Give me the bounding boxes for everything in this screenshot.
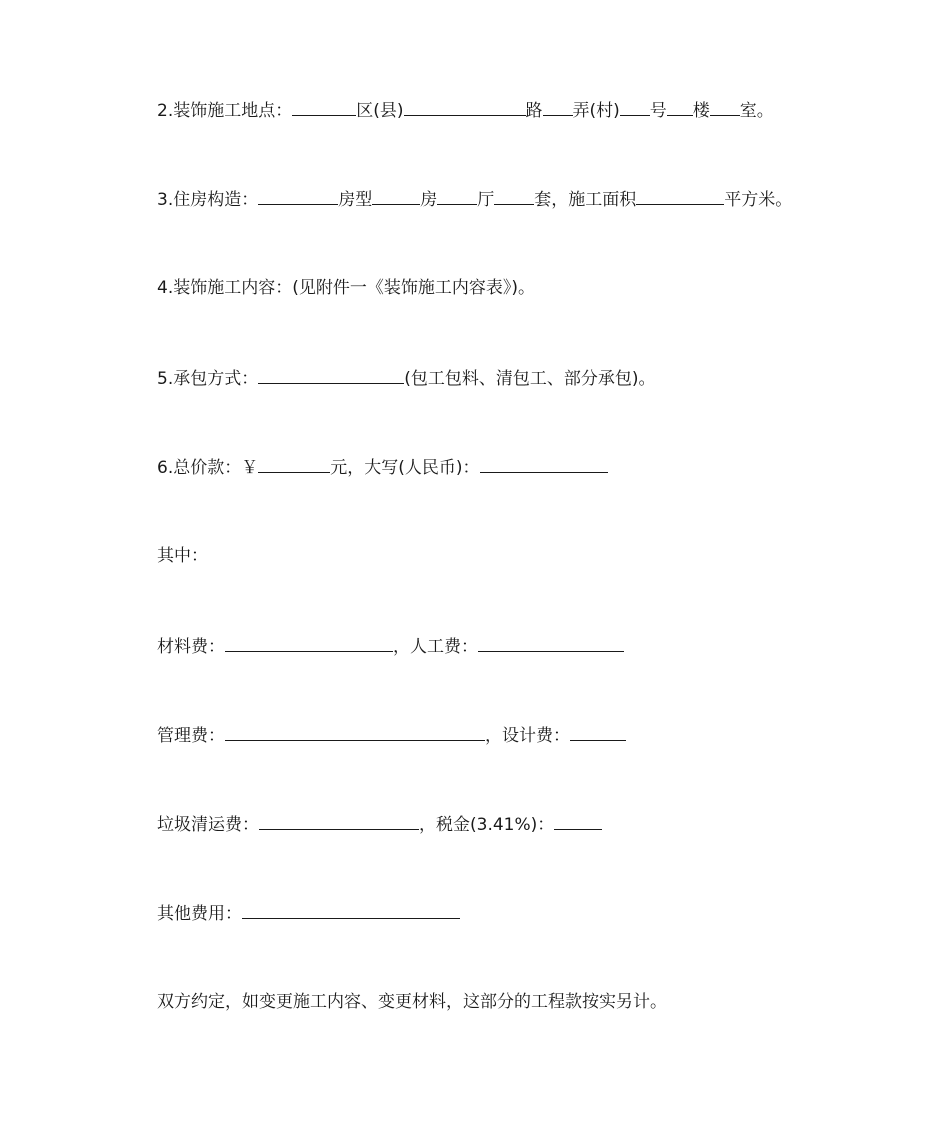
- area-unit-text: 平方米。: [724, 190, 793, 210]
- breakdown-heading: [157, 544, 208, 568]
- breakdown-heading-text: 其中：: [157, 546, 208, 566]
- lane-blank[interactable]: [543, 98, 573, 116]
- tax-label: ，税金(3.41%)：: [419, 815, 555, 835]
- garbage-tax-line: [157, 812, 602, 837]
- material-labor-line: [157, 634, 624, 659]
- road-blank[interactable]: [404, 98, 526, 116]
- total-price-uppercase-blank[interactable]: [480, 455, 608, 473]
- number-blank[interactable]: [620, 98, 650, 116]
- other-fees-blank[interactable]: [242, 901, 460, 919]
- construction-location-line: [157, 98, 774, 123]
- rooms-text: 房: [420, 190, 438, 210]
- construction-content-line: [157, 276, 535, 300]
- total-price-line: [157, 455, 608, 480]
- garbage-fee-label: 垃圾清运费：: [157, 815, 259, 835]
- halls-text: 厅: [477, 190, 495, 210]
- sets-text: 套，施工面积: [534, 190, 637, 210]
- lane-text: 弄(村): [572, 101, 620, 121]
- garbage-fee-blank[interactable]: [259, 812, 419, 830]
- housing-structure-label: 3.住房构造：: [157, 190, 259, 210]
- rooms-blank[interactable]: [372, 187, 420, 205]
- room-text: 室。: [739, 101, 774, 121]
- contract-method-options: (包工包料、清包工、部分承包)。: [404, 369, 656, 389]
- agreement-text: 双方约定，如变更施工内容、变更材料，这部分的工程款按实另计。: [157, 992, 667, 1012]
- material-fee-label: 材料费：: [157, 637, 225, 657]
- management-design-line: [157, 723, 626, 748]
- district-text: 区(县): [356, 101, 404, 121]
- room-blank[interactable]: [710, 98, 740, 116]
- total-price-blank[interactable]: [258, 455, 330, 473]
- contract-method-blank[interactable]: [258, 366, 404, 384]
- area-blank[interactable]: [636, 187, 724, 205]
- total-price-yuan-text: 元，大写(人民币)：: [330, 458, 480, 478]
- sets-blank[interactable]: [494, 187, 534, 205]
- labor-fee-label: ，人工费：: [393, 637, 478, 657]
- district-blank[interactable]: [292, 98, 356, 116]
- road-text: 路: [525, 101, 543, 121]
- construction-content-text: 4.装饰施工内容：(见附件一《装饰施工内容表》)。: [157, 278, 535, 298]
- number-text: 号: [649, 101, 667, 121]
- management-fee-label: 管理费：: [157, 726, 225, 746]
- management-fee-blank[interactable]: [225, 723, 485, 741]
- building-blank[interactable]: [667, 98, 693, 116]
- house-type-blank[interactable]: [258, 187, 338, 205]
- other-fees-label: 其他费用：: [157, 904, 242, 924]
- agreement-line: [157, 990, 667, 1014]
- housing-structure-line: [157, 187, 792, 212]
- design-fee-label: ，设计费：: [485, 726, 570, 746]
- tax-blank[interactable]: [554, 812, 602, 830]
- contract-method-line: [157, 366, 656, 391]
- design-fee-blank[interactable]: [570, 723, 626, 741]
- halls-blank[interactable]: [437, 187, 477, 205]
- other-fees-line: [157, 901, 460, 926]
- total-price-label: 6.总价款：￥: [157, 458, 259, 478]
- material-fee-blank[interactable]: [225, 634, 393, 652]
- house-type-text: 房型: [338, 190, 373, 210]
- construction-location-label: 2.装饰施工地点：: [157, 101, 293, 121]
- building-text: 楼: [692, 101, 710, 121]
- contract-method-label: 5.承包方式：: [157, 369, 259, 389]
- labor-fee-blank[interactable]: [478, 634, 624, 652]
